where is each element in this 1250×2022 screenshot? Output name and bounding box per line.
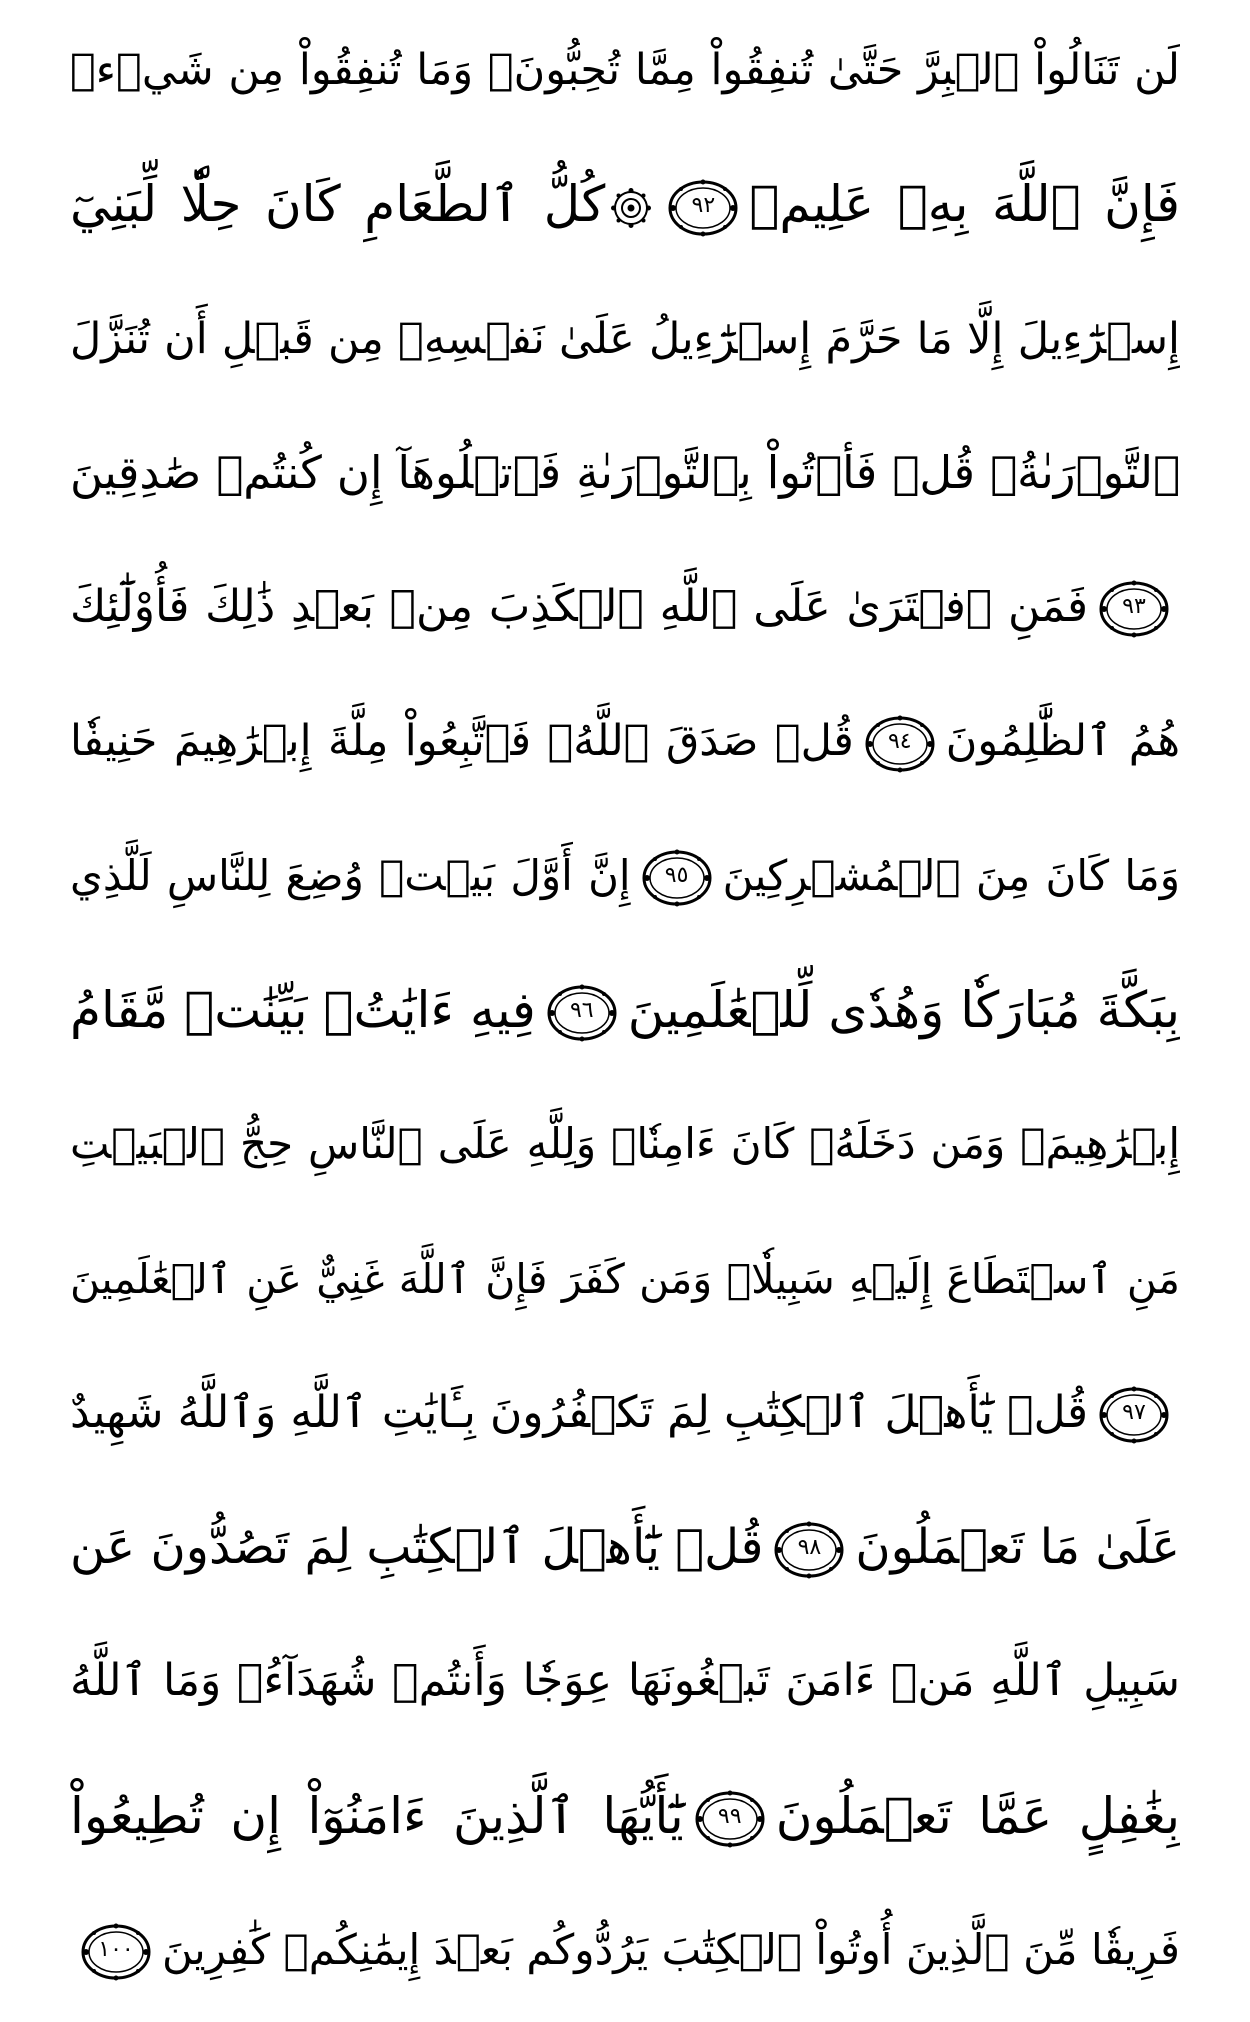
text-line (70, 1363, 1180, 1463)
ayah-number: ٩٥ (664, 863, 689, 889)
verse-text: قُلۡ يَٰٓأَهۡلَ ٱلۡكِتَٰبِ لِمَ تَصُدُّونَ عَن (70, 1519, 764, 1576)
text-line (70, 1631, 1180, 1731)
quran-page (70, 20, 1180, 2000)
verse-text: لَن تَنَالُواْ ٱلۡبِرَّ حَتَّىٰ تُنفِقُواْ مِمَّا تُحِبُّونَۚ وَمَا تُنفِقُواْ مِن شَيۡءٖ (70, 45, 1180, 95)
text-line (70, 20, 1180, 120)
ayah-end-marker (773, 1520, 845, 1580)
verse-text: عَلَىٰ مَا تَعۡمَلُونَ (855, 1519, 1180, 1576)
ayah-number: ٩٢ (691, 192, 716, 218)
text-line (70, 289, 1180, 389)
verse-text: إِسۡرَٰٓءِيلَ إِلَّا مَا حَرَّمَ إِسۡرَٰٓءِيلُ عَلَىٰ نَفۡسِهِۦ مِن قَبۡلِ أَن تُنَزَّلَ (70, 313, 1180, 364)
ayah-end-marker (864, 714, 936, 774)
text-line (70, 557, 1180, 657)
verse-text: هُمُ ٱلظَّٰلِمُونَ (945, 716, 1180, 767)
text-line (70, 691, 1180, 791)
verse-text: إِبۡرَٰهِيمَۖ وَمَن دَخَلَهُۥ كَانَ ءَامِنٗاۗ وَلِلَّهِ عَلَى ٱلنَّاسِ حِجُّ ٱلۡبَيۡتِ (70, 1119, 1180, 1169)
hizb-marker-icon (611, 188, 651, 228)
text-line (70, 154, 1180, 254)
text-line (70, 960, 1180, 1060)
text-line (70, 1900, 1180, 2000)
text-line (70, 1229, 1180, 1329)
ayah-end-marker (1098, 579, 1170, 639)
verse-text: كُلُّ ٱلطَّعَامِ كَانَ حِلّٗا لِّبَنِيٓ (70, 175, 606, 234)
verse-text: وَمَا كَانَ مِنَ ٱلۡمُشۡرِكِينَ (722, 850, 1180, 900)
verse-text: بِغَٰفِلٍ عَمَّا تَعۡمَلُونَ (775, 1786, 1180, 1845)
text-line (70, 423, 1180, 523)
ayah-number: ٩٣ (1122, 594, 1146, 620)
ayah-end-marker (546, 983, 618, 1043)
ayah-number: ٩٤ (887, 728, 912, 754)
ayah-number: ١٠٠ (98, 1937, 134, 1963)
verse-text: فَرِيقٗا مِّنَ ٱلَّذِينَ أُوتُواْ ٱلۡكِتَٰبَ يَرُدُّوكُم بَعۡدَ إِيمَٰنِكُمۡ كَٰفِرِينَ (162, 1924, 1180, 1974)
text-line (70, 1766, 1180, 1866)
ayah-end-marker (694, 1789, 766, 1849)
ayah-number: ٩٩ (717, 1804, 742, 1830)
verse-text: إِنَّ أَوَّلَ بَيۡتٖ وُضِعَ لِلنَّاسِ لَلَّذِي (70, 850, 631, 900)
verse-text: سَبِيلِ ٱللَّهِ مَنۡ ءَامَنَ تَبۡغُونَهَا عِوَجٗا وَأَنتُمۡ شُهَدَآءُۗ وَمَا ٱللَّهُ (70, 1655, 1180, 1707)
text-line (70, 1497, 1180, 1597)
verse-text: ٱلتَّوۡرَىٰةُۗ قُلۡ فَأۡتُواْ بِٱلتَّوۡرَىٰةِ فَٱتۡلُوهَآ إِن كُنتُمۡ صَٰدِقِينَ (70, 445, 1180, 499)
verse-text: فَإِنَّ ٱللَّهَ بِهِۦ عَلِيمٞ (749, 175, 1180, 234)
ayah-number: ٩٧ (1122, 1399, 1146, 1425)
ayah-end-marker (80, 1922, 152, 1982)
text-line (70, 1094, 1180, 1194)
verse-text: فِيهِ ءَايَٰتُۢ بَيِّنَٰتٞ مَّقَامُ (70, 980, 536, 1039)
verse-text: قُلۡ صَدَقَ ٱللَّهُۗ فَٱتَّبِعُواْ مِلَّةَ إِبۡرَٰهِيمَ حَنِيفٗا (70, 716, 854, 767)
verse-text: فَمَنِ ٱفۡتَرَىٰ عَلَى ٱللَّهِ ٱلۡكَذِبَ مِنۢ بَعۡدِ ذَٰلِكَ فَأُوْلَٰٓئِكَ (70, 581, 1088, 633)
ayah-end-marker (641, 848, 713, 908)
verse-text: قُلۡ يَٰٓأَهۡلَ ٱلۡكِتَٰبِ لِمَ تَكۡفُرُونَ بِـَٔايَٰتِ ٱللَّهِ وَٱللَّهُ شَهِيدٌ (70, 1386, 1088, 1438)
verse-text: بِبَكَّةَ مُبَارَكٗا وَهُدٗى لِّلۡعَٰلَمِينَ (627, 980, 1180, 1039)
verse-text: مَنِ ٱسۡتَطَاعَ إِلَيۡهِ سَبِيلٗاۚ وَمَن كَفَرَ فَإِنَّ ٱللَّهَ غَنِيٌّ عَنِ ٱلۡعَٰلَمِينَ (70, 1254, 1180, 1303)
ayah-end-marker (667, 178, 739, 238)
ayah-end-marker (1098, 1385, 1170, 1445)
ayah-number: ٩٦ (569, 998, 594, 1024)
text-line (70, 826, 1180, 926)
verse-text: يَٰٓأَيُّهَا ٱلَّذِينَ ءَامَنُوٓاْ إِن تُطِيعُواْ (70, 1786, 684, 1845)
ayah-number: ٩٨ (797, 1535, 822, 1561)
